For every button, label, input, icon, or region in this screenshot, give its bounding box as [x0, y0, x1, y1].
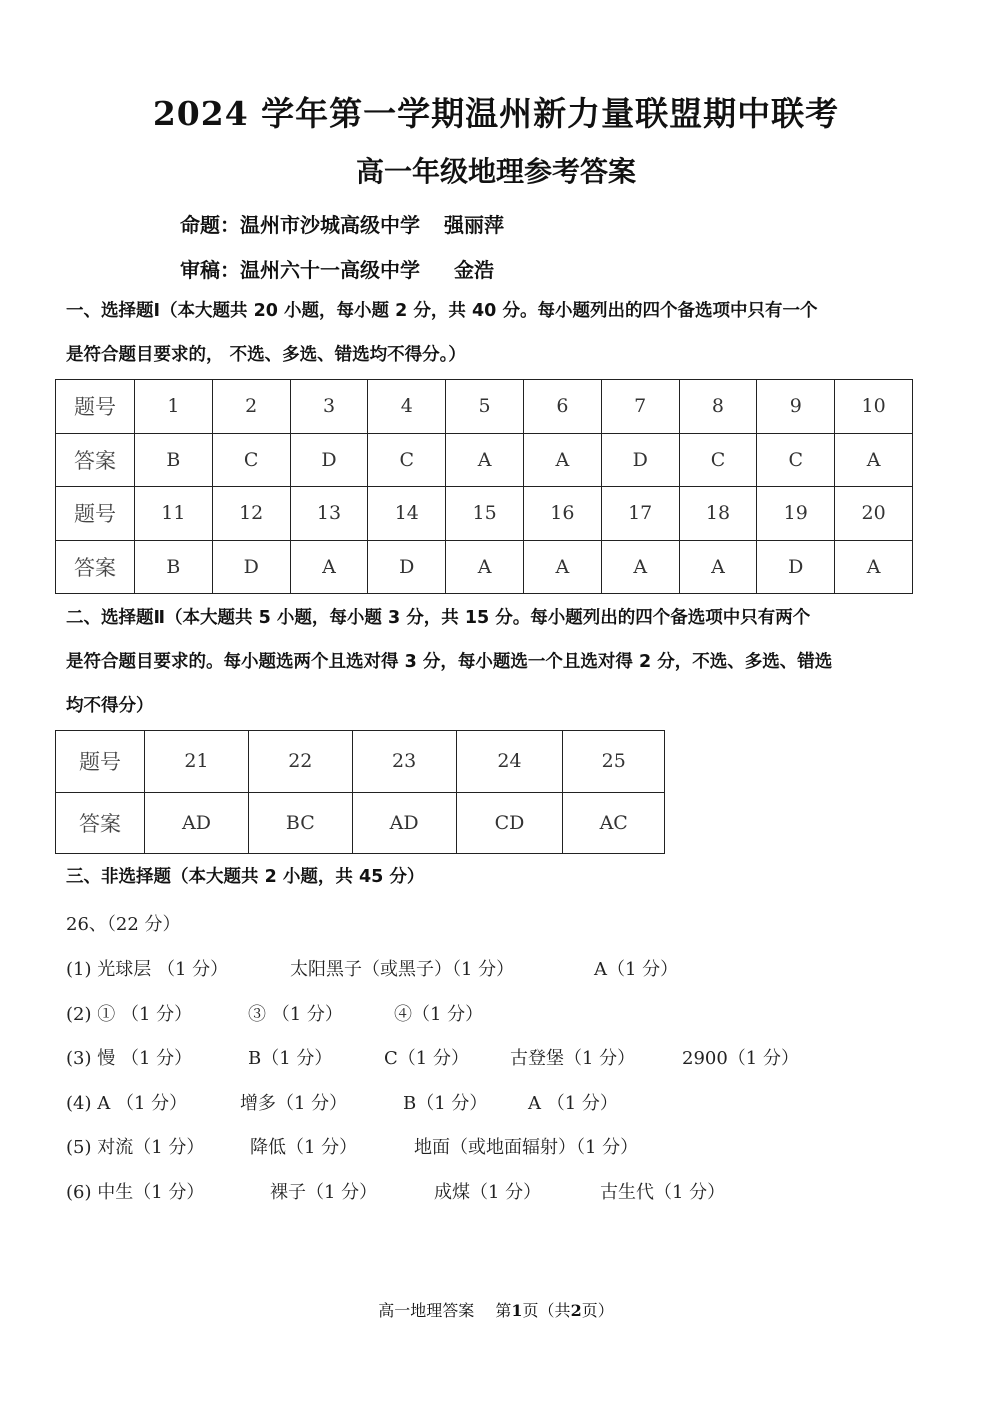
row-header-cell: 答案: [56, 792, 145, 854]
section1-line2: 是符合题目要求的， 不选、多选、错选均不得分。）: [66, 345, 466, 365]
q26-answer-item: 古生代（1 分）: [600, 1182, 726, 1203]
table-cell: CD: [456, 792, 563, 854]
q26-answer-item: (4) A （1 分）: [66, 1092, 188, 1114]
table-cell: 24: [456, 731, 563, 793]
table-row: [56, 487, 913, 541]
table-cell: 15: [446, 487, 524, 541]
table-cell: C: [757, 433, 835, 487]
table-cell: A: [523, 540, 601, 594]
q26-answer-item: 古登堡（1 分）: [510, 1048, 636, 1070]
table-row: [56, 433, 913, 487]
q26-answer-item: A（1 分）: [594, 959, 679, 980]
table-cell: C: [212, 433, 290, 487]
section1-line1: 一、选择题Ⅰ（本大题共 20 小题，每小题 2 分，共 40 分。每小题列出的四个备选项中只有一个: [66, 301, 818, 321]
table-row: [56, 380, 913, 434]
q26-answer-item: ④（1 分）: [394, 1003, 484, 1025]
table-cell: 4: [368, 380, 446, 434]
reviewer-line: [180, 254, 494, 283]
q26-answer-item: 2900（1 分）: [682, 1048, 799, 1070]
table-cell: AD: [145, 792, 249, 854]
reviewer-school: 温州六十一高级中学: [240, 258, 420, 282]
q26-answer-item: 降低（1 分）: [250, 1137, 358, 1159]
q26-answer-item: B（1 分）: [403, 1092, 488, 1114]
row-header-cell: 答案: [56, 433, 135, 487]
table-cell: 21: [145, 731, 249, 793]
author-name: 强丽萍: [444, 213, 504, 237]
footer-prefix: 高一地理答案: [378, 1301, 475, 1320]
table-cell: 11: [135, 487, 213, 541]
table-cell: B: [135, 540, 213, 594]
q26-answer-item: C（1 分）: [384, 1048, 469, 1070]
section2-line3: 均不得分）: [66, 696, 154, 716]
footer-page-c: 页）: [581, 1301, 614, 1320]
table-cell: 17: [601, 487, 679, 541]
table-cell: A: [446, 540, 524, 594]
q26-answer-item: (6) 中生（1 分）: [66, 1182, 205, 1203]
section2-line1: 二、选择题Ⅱ（本大题共 5 小题，每小题 3 分，共 15 分。每小题列出的四个备选项中只有两个: [66, 608, 811, 628]
table-cell: 14: [368, 487, 446, 541]
footer-page-total: 2: [570, 1301, 582, 1320]
page-title: 2024 学年第一学期温州新力量联盟期中联考: [152, 94, 840, 133]
table-cell: 6: [523, 380, 601, 434]
q26-answer-item: (3) 慢 （1 分）: [66, 1048, 193, 1070]
table-cell: 19: [757, 487, 835, 541]
table-cell: 16: [523, 487, 601, 541]
answer-table-2: [55, 730, 665, 854]
table-cell: A: [290, 540, 368, 594]
table-cell: C: [368, 433, 446, 487]
table-cell: C: [679, 433, 757, 487]
table-cell: D: [757, 540, 835, 594]
table-cell: A: [601, 540, 679, 594]
q26-answer-item: 成煤（1 分）: [434, 1182, 542, 1203]
table-cell: 1: [135, 380, 213, 434]
author-label: 命题：: [180, 213, 240, 237]
table-cell: D: [601, 433, 679, 487]
table-cell: AD: [352, 792, 456, 854]
q26-answer-item: A （1 分）: [528, 1092, 618, 1114]
section2-line2: 是符合题目要求的。每小题选两个且选对得 3 分，每小题选一个且选对得 2 分，不选、多选、错选: [66, 652, 833, 672]
q26-answer-item: B（1 分）: [248, 1048, 333, 1070]
row-header-cell: 答案: [56, 540, 135, 594]
section1-instructions: [66, 289, 936, 377]
page-footer: [0, 1298, 992, 1321]
table-cell: D: [368, 540, 446, 594]
table-cell: AC: [563, 792, 665, 854]
reviewer-name: 金浩: [454, 258, 494, 282]
page-subtitle: 高一年级地理参考答案: [355, 155, 636, 188]
table-cell: 23: [352, 731, 456, 793]
table-cell: BC: [249, 792, 353, 854]
q26-title: 26、（22 分）: [66, 914, 181, 935]
q26-answer-item: (2) ① （1 分）: [66, 1003, 193, 1025]
section3-heading: 三、非选择题（本大题共 2 小题，共 45 分）: [66, 867, 425, 887]
q26-answer-item: 太阳黑子（或黑子）（1 分）: [290, 959, 515, 980]
table-cell: B: [135, 433, 213, 487]
table-cell: 8: [679, 380, 757, 434]
table-cell: 18: [679, 487, 757, 541]
table-cell: A: [835, 540, 913, 594]
table-row: [56, 731, 665, 793]
table-cell: 5: [446, 380, 524, 434]
table-cell: A: [835, 433, 913, 487]
q26-answer-item: (1) 光球层 （1 分）: [66, 959, 229, 980]
table-cell: D: [290, 433, 368, 487]
author-line: [180, 209, 504, 238]
q26-answer-item: 增多（1 分）: [240, 1092, 348, 1114]
author-school: 温州市沙城高级中学: [240, 213, 420, 237]
reviewer-label: 审稿：: [180, 258, 240, 282]
q26-answer-item: (5) 对流（1 分）: [66, 1137, 205, 1159]
table-row: [56, 540, 913, 594]
footer-page-a: 第: [495, 1301, 512, 1320]
q26-answer-item: 地面（或地面辐射）（1 分）: [414, 1137, 639, 1159]
q26-answer-item: ③ （1 分）: [248, 1003, 343, 1025]
footer-page-b: 页（共: [522, 1301, 571, 1320]
table-cell: A: [523, 433, 601, 487]
table-cell: 22: [249, 731, 353, 793]
table-cell: 2: [212, 380, 290, 434]
answer-table-1: [55, 379, 913, 594]
table-row: [56, 792, 665, 854]
q26-answer-item: 裸子（1 分）: [270, 1182, 378, 1203]
table-cell: 10: [835, 380, 913, 434]
footer-page-number: 1: [511, 1301, 523, 1320]
row-header-cell: 题号: [56, 731, 145, 793]
table-cell: A: [446, 433, 524, 487]
table-cell: 9: [757, 380, 835, 434]
row-header-cell: 题号: [56, 380, 135, 434]
table-cell: 7: [601, 380, 679, 434]
row-header-cell: 题号: [56, 487, 135, 541]
table-cell: D: [212, 540, 290, 594]
table-cell: 20: [835, 487, 913, 541]
table-cell: A: [679, 540, 757, 594]
table-cell: 13: [290, 487, 368, 541]
q26-answers: [66, 955, 946, 1215]
table-cell: 12: [212, 487, 290, 541]
section2-instructions: [66, 596, 936, 728]
table-cell: 3: [290, 380, 368, 434]
table-cell: 25: [563, 731, 665, 793]
